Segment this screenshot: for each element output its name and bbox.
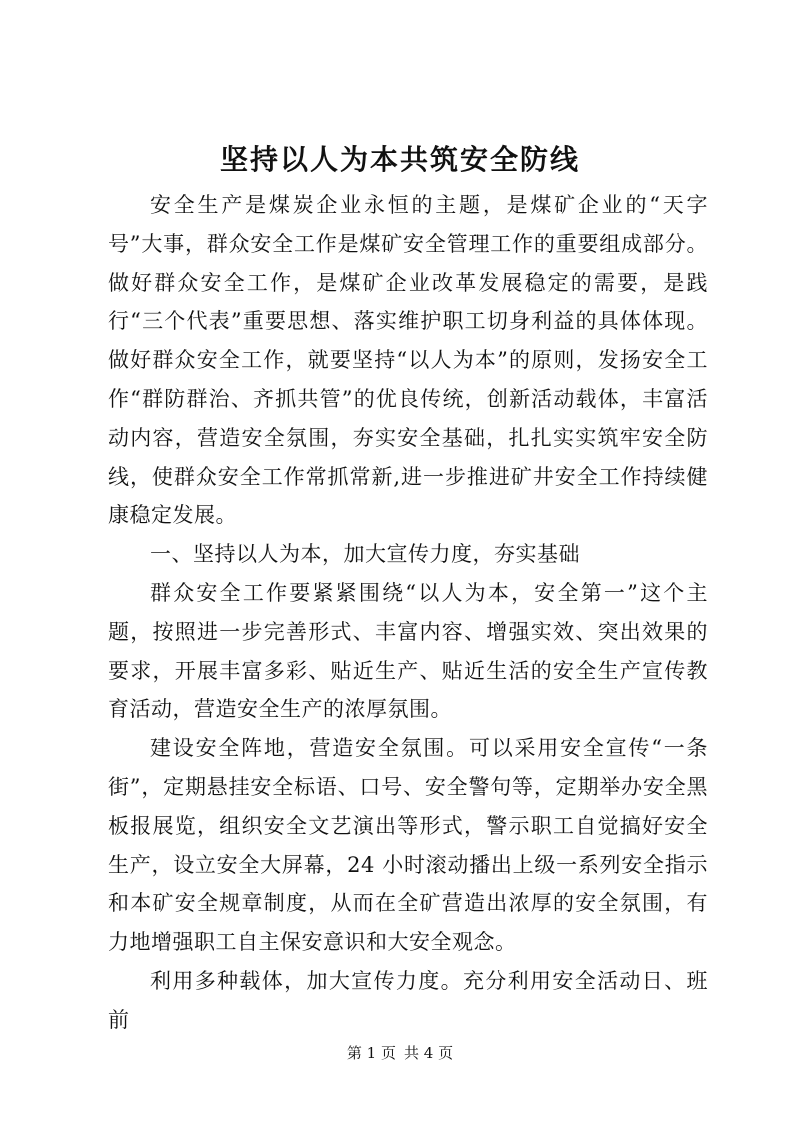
page-total: 共 4 页: [404, 1044, 454, 1062]
paragraph-intro: 安全生产是煤炭企业永恒的主题，是煤矿企业的“天字号”大事，群众安全工作是煤矿安全管理工作的重要组成部分。做好群众安全工作，是煤矿企业改革发展稳定的需要，是践行“三个代表”重要思想、落实维护职工切身利益的具体体现。做好群众安全工作，就要坚持“以人为本”的原则，发扬安全工作“群防群治、齐抓共管”的优良传统，创新活动载体，丰富活动内容，营造安全氛围，夯实安全基础，扎扎实实筑牢安全防线，使群众安全工作常抓常新,进一步推进矿井安全工作持续健康稳定发展。: [108, 193, 708, 528]
document-title: 坚持以人为本共筑安全防线: [219, 143, 580, 176]
paragraph-section-1: 群众安全工作要紧紧围绕“以人为本，安全第一”这个主题，按照进一步完善形式、丰富内容、增强实效、突出效果的要求，开展丰富多彩、贴近生产、贴近生活的安全生产宣传教育活动，营造安全生产的浓厚氛围。: [108, 580, 708, 722]
paragraph-carriers: 利用多种载体，加大宣传力度。充分利用安全活动日、班前: [108, 968, 708, 1032]
page-number: 第 1 页: [346, 1044, 396, 1062]
paragraph-safety-front: 建设安全阵地，营造安全氛围。可以采用安全宣传“一条街”，定期悬挂安全标语、口号、安全警句等，定期举办安全黑板报展览，组织安全文艺演出等形式，警示职工自觉搞好安全生产，设立安全大屏幕，24 小时滚动播出上级一系列安全指示和本矿安全规章制度，从而在全矿营造出浓厚的安全氛围，有力地增强职工自主保安意识和大安全观念。: [108, 736, 708, 955]
section-heading-1: 一、坚持以人为本，加大宣传力度，夯实基础: [150, 542, 580, 567]
document-body: [108, 186, 708, 1040]
page-footer: [0, 1043, 800, 1063]
